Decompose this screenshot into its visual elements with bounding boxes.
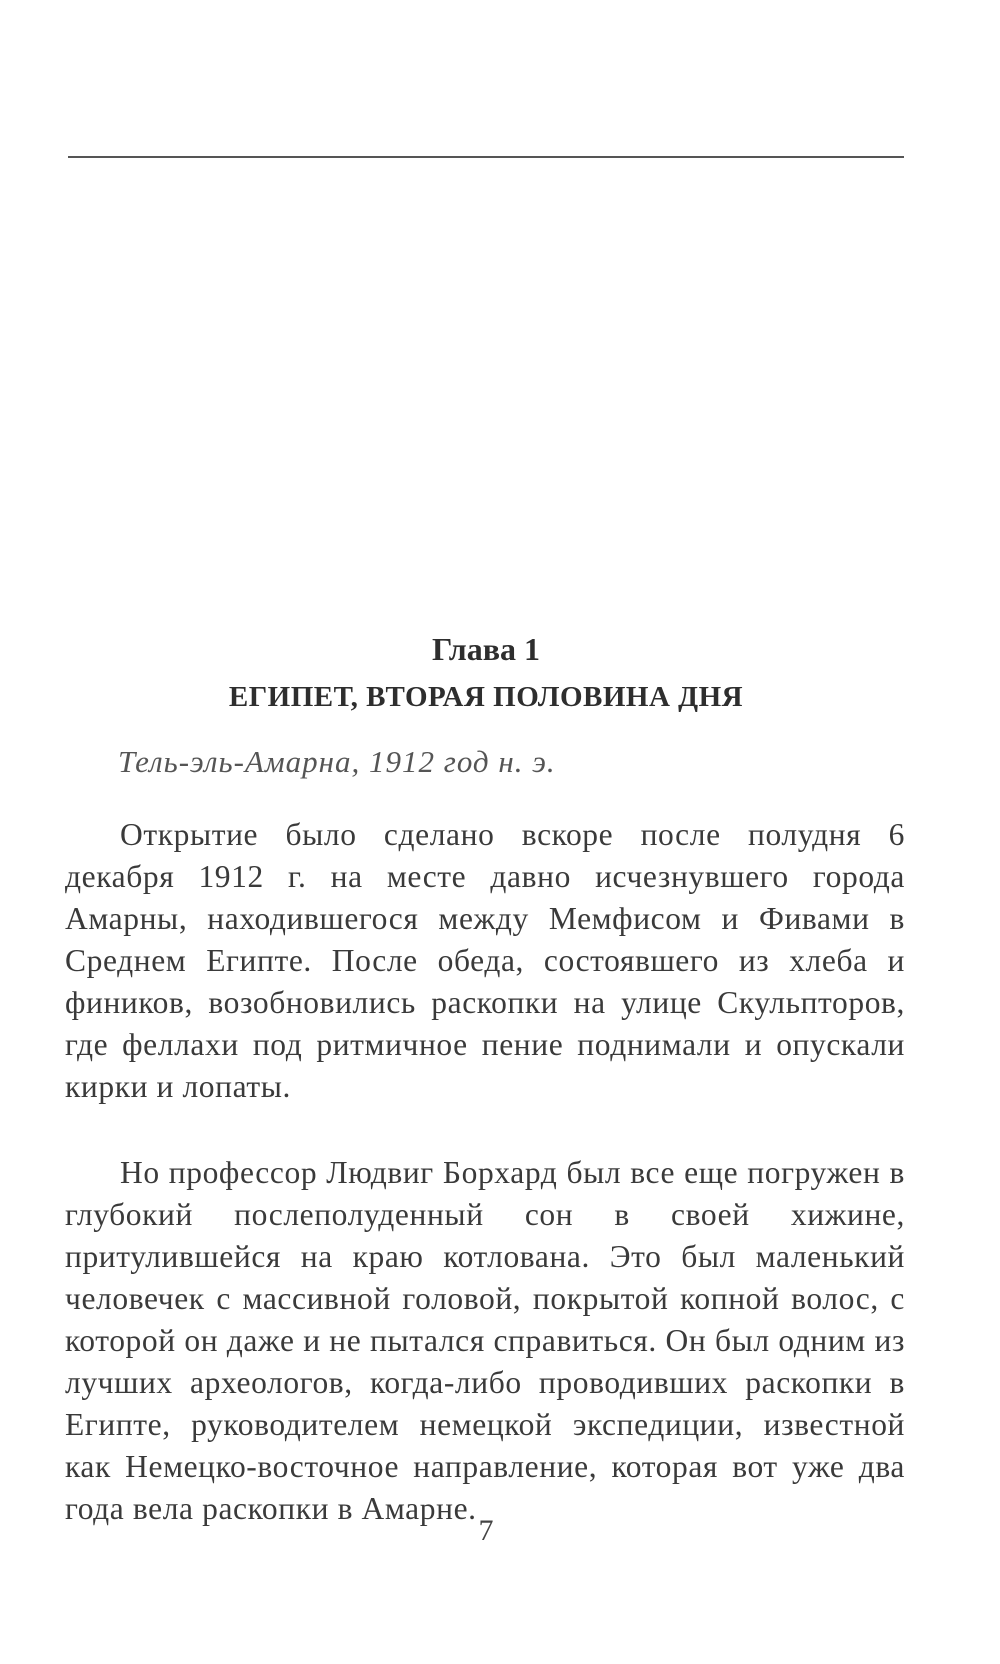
header-rule bbox=[68, 156, 904, 158]
paragraph: Но профессор Людвиг Борхард был все еще погружен в глубокий послеполуденный сон в своей хижине, притулившейся на краю котлована. Это был маленький человечек с массивной головой, покрытой копной волос, с которой он даже и не пытался справиться. Он был одним из лучших археологов, когда-либо проводивших раскопки в Египте, руководителем немецкой экспедиции, известной как Немецко-восточное направление, которая вот уже два года вела раскопки в Амарне. bbox=[65, 1154, 905, 1526]
paragraph: Открытие было сделано вскоре после полудня 6 декабря 1912 г. на месте давно исчезнувшего города Амарны, находившегося между Мемфисом и Фивами в Среднем Египте. После обеда, состоявшего из хлеба и фиников, возобновились раскопки на улице Скульпторов, где феллахи под ритмичное пение поднимали и опускали кирки и лопаты. bbox=[65, 816, 905, 1104]
dateline: Тель-эль-Амарна, 1912 год н. э. bbox=[118, 744, 556, 779]
chapter-number: Глава 1 bbox=[432, 631, 540, 667]
page-number: 7 bbox=[478, 1514, 494, 1547]
chapter-title: ЕГИПЕТ, ВТОРАЯ ПОЛОВИНА ДНЯ bbox=[228, 681, 744, 713]
